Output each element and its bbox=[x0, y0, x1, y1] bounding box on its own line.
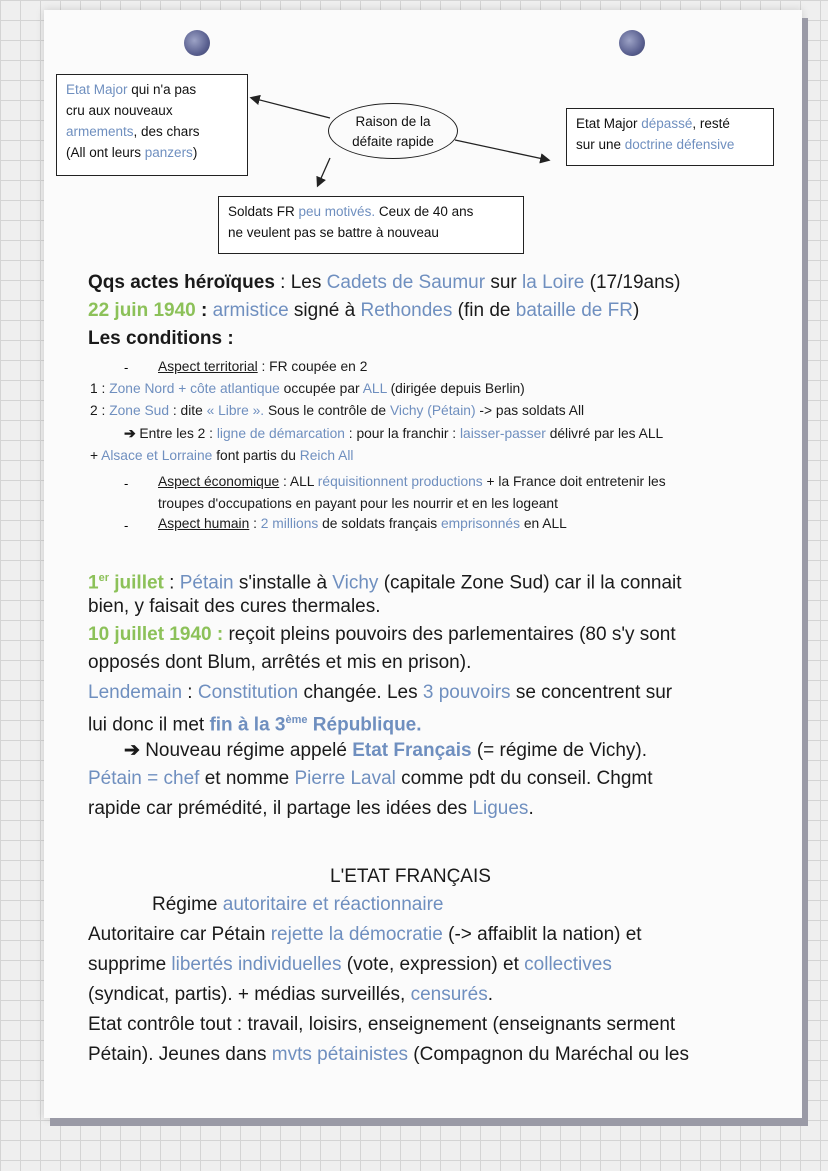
arrow-icon: ➔ bbox=[124, 740, 140, 761]
text: : Les bbox=[274, 272, 327, 293]
mindmap-center bbox=[328, 103, 458, 159]
text: panzers bbox=[144, 145, 193, 160]
text: Vichy bbox=[332, 572, 379, 594]
text: ème bbox=[285, 714, 308, 726]
text: peu motivés. bbox=[298, 204, 376, 219]
text: : bbox=[182, 682, 198, 703]
text: (fin de bbox=[452, 300, 516, 321]
text: 2 : bbox=[90, 403, 110, 418]
text: réquisitionnent productions bbox=[317, 474, 483, 489]
text: censurés bbox=[410, 984, 488, 1005]
text: . bbox=[528, 798, 534, 819]
text: (All ont leurs bbox=[66, 145, 145, 160]
text: : bbox=[195, 300, 213, 321]
line-supprime bbox=[88, 952, 612, 977]
text: Autoritaire car Pétain bbox=[88, 924, 271, 945]
line-zone-sud bbox=[90, 401, 584, 421]
text: autoritaire et réactionnaire bbox=[222, 894, 444, 915]
text: ALL bbox=[362, 381, 387, 396]
line-opposes: opposés dont Blum, arrêtés et mis en prison). bbox=[88, 652, 472, 673]
text: er bbox=[98, 572, 109, 584]
text: , des chars bbox=[133, 124, 200, 139]
text: s'installe à bbox=[233, 572, 333, 594]
text: : FR coupée en 2 bbox=[257, 359, 368, 374]
line-regime bbox=[152, 892, 444, 917]
text: ligne de démarcation bbox=[216, 426, 345, 441]
bullet-dash: - bbox=[124, 360, 129, 375]
line-1er-juillet bbox=[88, 566, 682, 595]
text: (= régime de Vichy). bbox=[471, 740, 648, 761]
text: -> pas soldats All bbox=[475, 403, 585, 418]
line-armistice bbox=[88, 298, 639, 323]
line-aspect-humain bbox=[158, 514, 567, 534]
text: rapide car prémédité, il partage les idées des bbox=[88, 798, 473, 819]
text: emprisonnés bbox=[441, 516, 520, 531]
heading-conditions: Les conditions : bbox=[88, 328, 234, 349]
text: (vote, expression) et bbox=[341, 954, 525, 975]
text: Vichy (Pétain) bbox=[389, 403, 476, 418]
bullet-dash: - bbox=[124, 518, 129, 533]
text: : pour la franchir : bbox=[344, 426, 460, 441]
text: « Libre ». bbox=[206, 403, 265, 418]
line-fin-republique bbox=[88, 708, 422, 737]
text: bataille de FR bbox=[515, 300, 633, 321]
text: Constitution bbox=[197, 682, 299, 703]
line-petain-chef bbox=[88, 766, 653, 791]
text: Aspect économique bbox=[158, 474, 280, 489]
text: Aspect territorial bbox=[158, 359, 258, 374]
text: 1 bbox=[88, 572, 99, 594]
text: collectives bbox=[524, 954, 612, 975]
text: . bbox=[487, 984, 493, 1005]
bullet-dash: - bbox=[124, 476, 129, 491]
text: Etat Major bbox=[576, 116, 642, 131]
text: Entre les 2 : bbox=[135, 426, 217, 441]
text: Cadets de Saumur bbox=[326, 272, 486, 293]
line-cures: bien, y faisait des cures thermales. bbox=[88, 596, 381, 617]
center-line-2: défaite rapide bbox=[352, 134, 434, 149]
text: qui n'a pas bbox=[127, 82, 197, 97]
text: 1 : bbox=[90, 381, 110, 396]
box-etat-major-right bbox=[566, 108, 774, 166]
text: reçoit pleins pouvoirs des parlementaires (80 s'y sont bbox=[223, 624, 676, 645]
text: dépassé bbox=[641, 116, 693, 131]
text: Alsace et Lorraine bbox=[101, 448, 213, 463]
text: armements bbox=[66, 124, 134, 139]
center-line-1: Raison de la bbox=[355, 114, 431, 129]
box-soldats bbox=[218, 196, 524, 254]
text: : bbox=[163, 572, 180, 594]
text: Reich All bbox=[299, 448, 354, 463]
text: (dirigée depuis Berlin) bbox=[386, 381, 525, 396]
line-troupes: troupes d'occupations en payant pour les nourrir et en les logeant bbox=[158, 496, 558, 511]
text: Zone Sud bbox=[109, 403, 170, 418]
text: sur une bbox=[576, 137, 625, 152]
text: Régime bbox=[152, 894, 223, 915]
line-aspect-economique bbox=[158, 472, 666, 492]
text: Qqs actes héroïques bbox=[88, 272, 275, 293]
arrow-to-left-box bbox=[252, 98, 330, 118]
text: , resté bbox=[692, 116, 730, 131]
text: ne veulent pas se battre à nouveau bbox=[228, 225, 439, 240]
text: de soldats français bbox=[318, 516, 441, 531]
text: ) bbox=[192, 145, 198, 160]
line-10-juillet bbox=[88, 622, 676, 647]
box-etat-major-left bbox=[56, 74, 248, 176]
line-etat-controle: Etat contrôle tout : travail, loisirs, enseignement (enseignants serment bbox=[88, 1014, 676, 1035]
text: rejette la démocratie bbox=[270, 924, 443, 945]
line-zone-nord bbox=[90, 379, 525, 399]
text: Etat Major bbox=[66, 82, 128, 97]
text: cru aux nouveaux bbox=[66, 103, 173, 118]
line-alsace bbox=[90, 446, 353, 466]
text: Pétain). Jeunes dans bbox=[88, 1044, 272, 1065]
text: : dite bbox=[169, 403, 207, 418]
text: se concentrent sur bbox=[510, 682, 673, 703]
line-nouveau-regime bbox=[124, 738, 647, 763]
text: (syndicat, partis). + médias surveillés, bbox=[88, 984, 411, 1005]
text: laisser-passer bbox=[459, 426, 546, 441]
text: Lendemain bbox=[88, 682, 183, 703]
line-autoritaire bbox=[88, 922, 642, 947]
line-premedite bbox=[88, 796, 534, 821]
text: Rethondes bbox=[360, 300, 453, 321]
text: 2 millions bbox=[260, 516, 319, 531]
text: délivré par les ALL bbox=[545, 426, 664, 441]
text: fin à la 3 bbox=[209, 714, 286, 736]
line-actes-heroiques bbox=[88, 270, 680, 295]
text: (-> affaiblit la nation) et bbox=[442, 924, 642, 945]
text: Pierre Laval bbox=[294, 768, 396, 789]
text: Sous le contrôle de bbox=[264, 403, 390, 418]
text: Soldats FR bbox=[228, 204, 299, 219]
text: la Loire bbox=[522, 272, 585, 293]
line-demarcation bbox=[124, 424, 663, 444]
text: Ligues bbox=[472, 798, 529, 819]
text: Etat Français bbox=[352, 740, 472, 761]
text: Aspect humain bbox=[158, 516, 250, 531]
arrow-to-right-box bbox=[455, 140, 548, 160]
section-title: L'ETAT FRANÇAIS bbox=[330, 866, 491, 887]
text: : ALL bbox=[279, 474, 318, 489]
text: + la France doit entretenir les bbox=[482, 474, 666, 489]
text: Zone Nord + côte atlantique bbox=[109, 381, 280, 396]
line-syndicat bbox=[88, 982, 493, 1007]
text: en ALL bbox=[520, 516, 567, 531]
text: comme pdt du conseil. Chgmt bbox=[395, 768, 653, 789]
arrow-to-bottom-box bbox=[318, 158, 330, 185]
text: (capitale Zone Sud) car il la connait bbox=[378, 572, 682, 594]
text: supprime bbox=[88, 954, 172, 975]
text: signé à bbox=[288, 300, 361, 321]
text: (Compagnon du Maréchal ou les bbox=[408, 1044, 689, 1065]
text: et nomme bbox=[199, 768, 295, 789]
text: (17/19ans) bbox=[584, 272, 681, 293]
text: 22 juin 1940 bbox=[88, 300, 196, 321]
text: Pétain = chef bbox=[88, 768, 200, 789]
arrow-icon: ➔ bbox=[124, 426, 136, 441]
text: République. bbox=[307, 714, 422, 736]
text: libertés individuelles bbox=[171, 954, 342, 975]
line-aspect-territorial bbox=[158, 357, 367, 377]
text: 3 pouvoirs bbox=[422, 682, 511, 703]
text: juillet bbox=[108, 572, 164, 594]
text: doctrine défensive bbox=[624, 137, 735, 152]
text: Pétain bbox=[179, 572, 234, 594]
text: armistice bbox=[212, 300, 289, 321]
text: sur bbox=[485, 272, 523, 293]
text: + bbox=[90, 448, 102, 463]
text: lui donc il met bbox=[88, 714, 210, 736]
line-lendemain bbox=[88, 680, 672, 705]
text: changée. Les bbox=[298, 682, 423, 703]
line-jeunes bbox=[88, 1042, 689, 1067]
text: occupée par bbox=[279, 381, 363, 396]
text: 10 juillet 1940 : bbox=[88, 624, 224, 645]
text: font partis du bbox=[212, 448, 300, 463]
text: mvts pétainistes bbox=[271, 1044, 409, 1065]
text: Nouveau régime appelé bbox=[139, 740, 353, 761]
text: ) bbox=[632, 300, 640, 321]
text: Ceux de 40 ans bbox=[375, 204, 474, 219]
text: : bbox=[249, 516, 261, 531]
